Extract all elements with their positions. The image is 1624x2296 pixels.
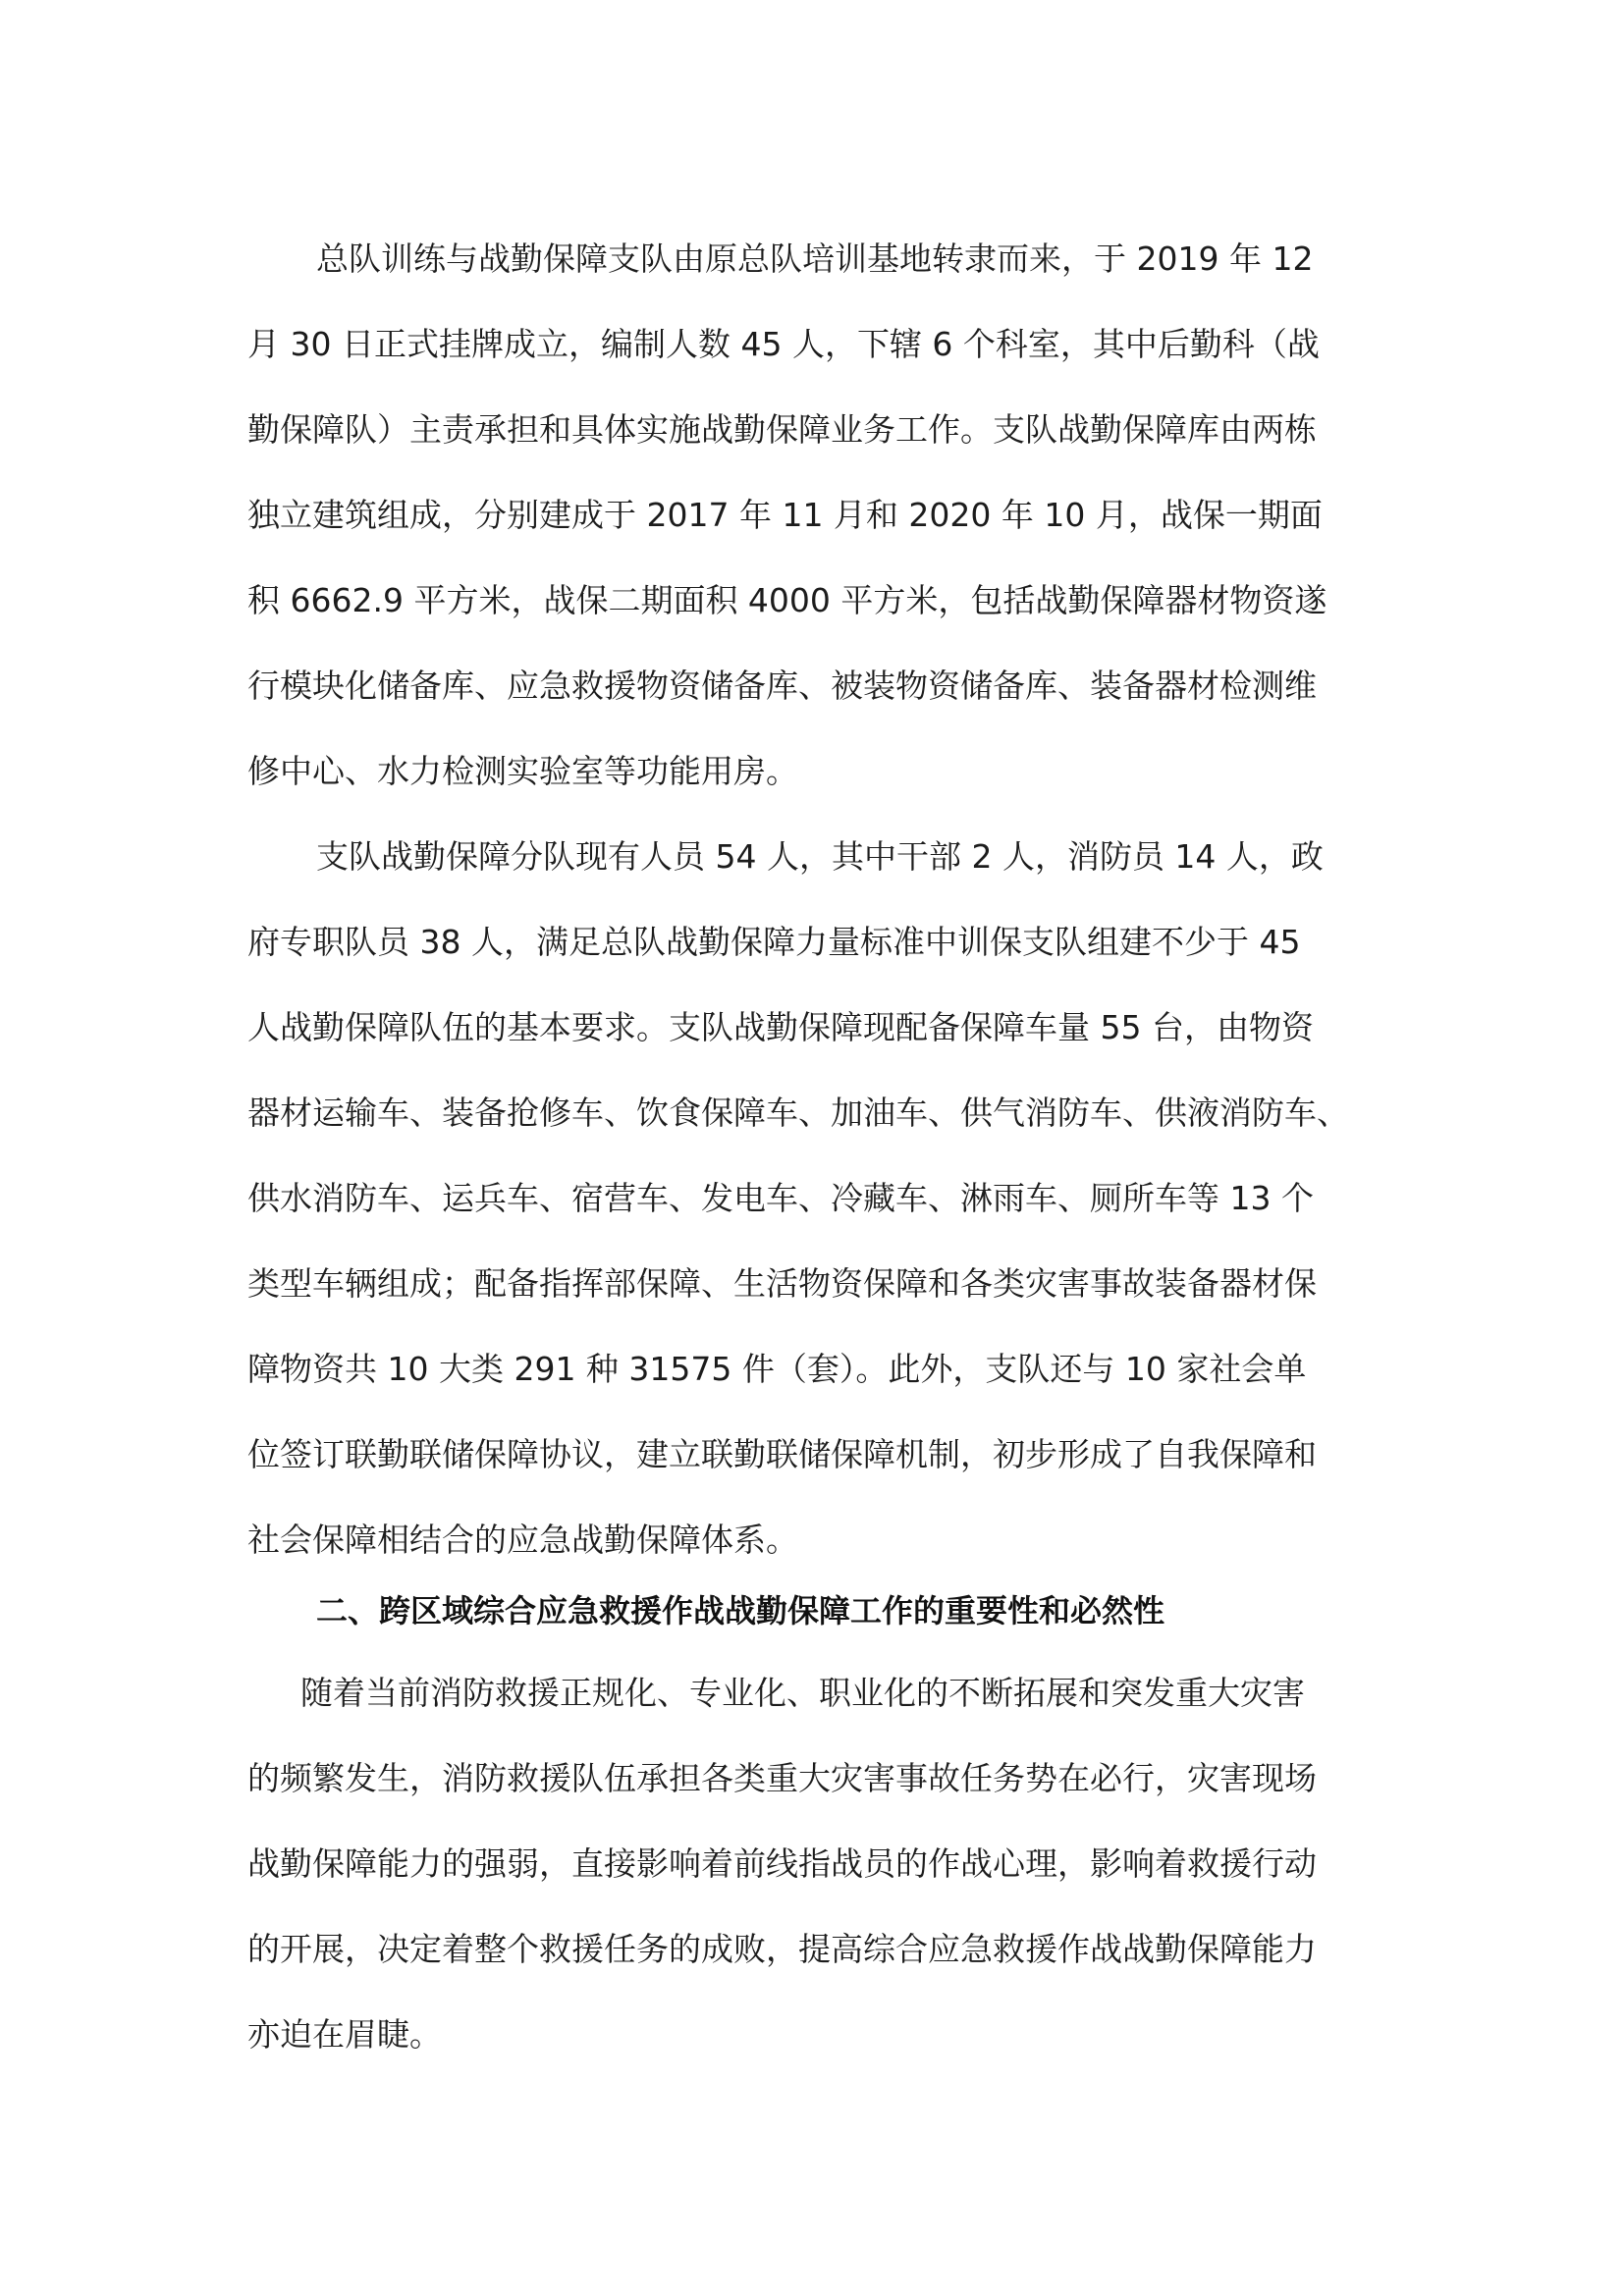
- paragraph-1-line-6: 行模块化储备库、应急救援物资储备库、被装物资储备库、装备器材检测维: [247, 667, 1317, 705]
- paragraph-1-line-7: 修中心、水力检测实验室等功能用房。: [247, 752, 798, 790]
- paragraph-1-line-1: 总队训练与战勤保障支队由原总队培训基地转隶而来，于 2019 年 12: [316, 240, 1314, 278]
- paragraph-3-line-5: 亦迫在眉睫。: [247, 2015, 442, 2054]
- paragraph-3-line-4: 的开展，决定着整个救援任务的成败，提高综合应急救援作战战勤保障能力: [247, 1930, 1317, 1968]
- paragraph-2-line-9: 社会保障相结合的应急战勤保障体系。: [247, 1521, 798, 1559]
- section-heading: 二、跨区域综合应急救援作战战勤保障工作的重要性和必然性: [316, 1592, 1165, 1629]
- paragraph-2-line-3: 人战勤保障队伍的基本要求。支队战勤保障现配备保障车量 55 台，由物资: [247, 1008, 1314, 1046]
- paragraph-3-line-2: 的频繁发生，消防救援队伍承担各类重大灾害事故任务势在必行，灾害现场: [247, 1759, 1317, 1797]
- paragraph-2-line-8: 位签订联勤联储保障协议，建立联勤联储保障机制，初步形成了自我保障和: [247, 1435, 1317, 1473]
- paragraph-1-line-4: 独立建筑组成，分别建成于 2017 年 11 月和 2020 年 10 月，战保一期面: [247, 496, 1323, 534]
- paragraph-1-line-3: 勤保障队）主责承担和具体实施战勤保障业务工作。支队战勤保障库由两栋: [247, 410, 1317, 449]
- paragraph-1-line-5: 积 6662.9 平方米，战保二期面积 4000 平方米，包括战勤保障器材物资遂: [247, 581, 1327, 619]
- paragraph-2-line-1: 支队战勤保障分队现有人员 54 人，其中干部 2 人，消防员 14 人，政: [316, 837, 1324, 876]
- paragraph-3-line-3: 战勤保障能力的强弱，直接影响着前线指战员的作战心理，影响着救援行动: [247, 1844, 1317, 1883]
- paragraph-3-line-1: 随着当前消防救援正规化、专业化、职业化的不断拓展和突发重大灾害: [300, 1674, 1305, 1712]
- paragraph-2-line-4: 器材运输车、装备抢修车、饮食保障车、加油车、供气消防车、供液消防车、: [247, 1094, 1349, 1132]
- paragraph-2-line-7: 障物资共 10 大类 291 种 31575 件（套）。此外，支队还与 10 家社会单: [247, 1350, 1307, 1388]
- paragraph-2-line-2: 府专职队员 38 人，满足总队战勤保障力量标准中训保支队组建不少于 45: [247, 923, 1301, 961]
- paragraph-1-line-2: 月 30 日正式挂牌成立，编制人数 45 人，下辖 6 个科室，其中后勤科（战: [247, 325, 1320, 363]
- paragraph-2-line-6: 类型车辆组成；配备指挥部保障、生活物资保障和各类灾害事故装备器材保: [247, 1264, 1317, 1303]
- paragraph-2-line-5: 供水消防车、运兵车、宿营车、发电车、冷藏车、淋雨车、厕所车等 13 个: [247, 1179, 1314, 1217]
